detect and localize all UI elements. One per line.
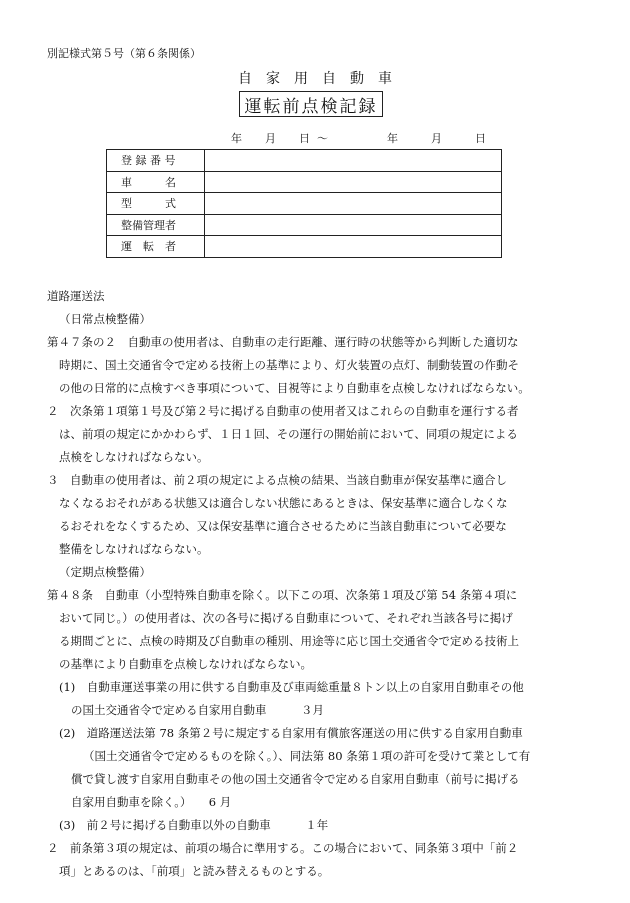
register-row-label: 整備管理者 [107,214,205,236]
law-line: 償で貸し渡す自家用自動車その他の国土交通省令で定める自家用自動車（前号に掲げる [71,772,520,786]
register-row-value[interactable] [205,150,502,172]
law-line: は、前項の規定にかかわらず、１日１回、その運行の開始前において、同項の規定による [59,427,518,441]
register-row-label: 型 式 [107,193,205,215]
law-line: （国土交通省令で定めるものを除く。）、同法第 80 条第１項の許可を受けて業として有 [83,749,531,763]
law-line: ２ 次条第１項第１号及び第２号に掲げる自動車の使用者又はこれらの自動車を運行する者 [47,404,519,418]
register-row-label: 運 転 者 [107,236,205,258]
date-month-start: 月 [265,132,276,145]
form-number: 別記様式第５号（第６条関係） [47,47,201,60]
law-line: 点検をしなければならない。 [59,450,209,464]
date-range-line [231,130,486,146]
law-line: の他の日常的に点検すべき事項について、目視等により自動車を点検しなければならない。 [59,381,530,395]
register-row [107,214,502,236]
law-line: る期間ごとに、点検の時期及び自動車の種別、用途等に応じ国土交通省令で定める技術上 [59,634,519,648]
law-line: おいて同じ。）の使用者は、次の各号に掲げる自動車について、それぞれ当該各号に掲げ [59,611,513,625]
register-row-label: 登 録 番 号 [107,150,205,172]
register-row-value[interactable] [205,171,502,193]
law-line: 整備をしなければならない。 [59,542,209,556]
law-line: なくなるおそれがある状態又は適合しない状態にあるときは、保安基準に適合しなくな [59,496,508,510]
law-line: (1) 自動車運送事業の用に供する自動車及び車両総重量８トン以上の自家用自動車その他 [59,680,524,694]
law-line: ３ 自動車の使用者は、前２項の規定による点検の結果、当該自動車が保安基準に適合し [47,473,507,487]
law-line: るおそれをなくするため、又は保安基準に適合させるために当該自動車について必要な [59,519,507,533]
date-month-end: 月 [431,132,442,145]
date-tilde: ～ [317,132,328,145]
law-line: (2) 道路運送法第 78 条第２号に規定する自家用有償旅客運送の用に供する自家用自動車 [59,726,523,740]
register-row-value[interactable] [205,193,502,215]
register-row-value[interactable] [205,214,502,236]
date-year-start: 年 [231,132,242,145]
law-line: 道路運送法 [47,289,105,303]
law-line: 時期に、国土交通省令で定める技術上の基準により、灯火装置の点灯、制動装置の作動そ [59,358,519,372]
register-row-value[interactable] [205,236,502,258]
document-title: 運転前点検記録 [244,96,378,117]
document-title-box [239,91,383,117]
law-line: 自家用自動車を除く。） 6 月 [71,795,232,809]
date-day-start: 日 [299,132,310,145]
document-subtitle: 自家用自動車 [238,71,406,87]
register-row-label: 車 名 [107,171,205,193]
law-line: の国土交通省令で定める自家用自動車 ３月 [71,703,324,717]
law-line: 第４７条の２ 自動車の使用者は、自動車の走行距離、運行時の状態等から判断した適切な [47,335,519,349]
law-line: 第４８条 自動車（小型特殊自動車を除く。以下この項、次条第１項及び第 54 条第４項に [47,588,518,602]
date-year-end: 年 [387,132,398,145]
law-line: （定期点検整備） [59,565,151,579]
date-day-end: 日 [475,132,486,145]
law-line: （日常点検整備） [59,312,151,326]
law-line: 項」とあるのは、「前項」と読み替えるものとする。 [59,864,330,878]
law-line: (3) 前２号に掲げる自動車以外の自動車 １年 [59,818,329,832]
register-row [107,236,502,258]
vehicle-register-table [106,149,502,258]
register-row [107,193,502,215]
register-row [107,150,502,172]
law-text [47,285,607,883]
register-row [107,171,502,193]
law-line: の基準により自動車を点検しなければならない。 [59,657,312,671]
law-line: ２ 前条第３項の規定は、前項の場合に準用する。この場合において、同条第３項中「前２ [47,841,519,855]
